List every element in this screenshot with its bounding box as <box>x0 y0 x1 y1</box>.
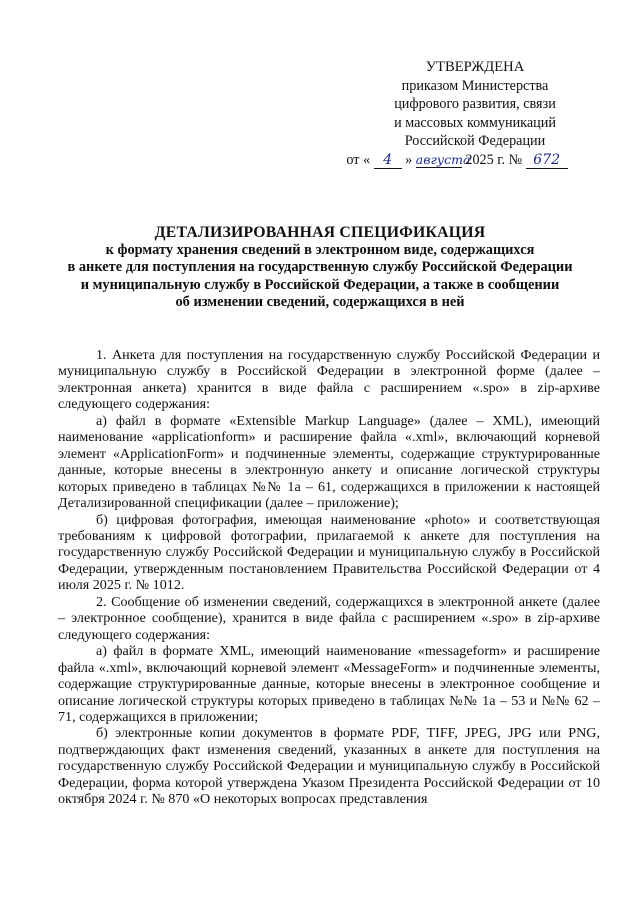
handwritten-day: 4 <box>374 153 402 169</box>
document-title: ДЕТАЛИЗИРОВАННАЯ СПЕЦИФИКАЦИЯ <box>154 224 486 241</box>
document-title-block <box>0 224 640 311</box>
approval-block <box>346 58 590 169</box>
approval-line: приказом Министерства <box>401 77 549 94</box>
handwritten-month: августа <box>415 151 471 167</box>
title-subline: к формату хранения сведений в электронном виде, содержащихся <box>105 242 535 259</box>
date-prefix: от « <box>346 151 371 168</box>
title-subline: и муниципальную службу в Российской Федерации, а также в сообщении <box>80 276 560 293</box>
handwritten-order-number: 672 <box>526 153 568 169</box>
title-subline: в анкете для поступления на государственную службу Российской Федерации <box>67 259 573 276</box>
approval-date-line <box>342 151 572 170</box>
paragraph: б) цифровая фотография, имеющая наименование «photo» и соответствующая требованиям к цифровой фотографии, прилагаемой к анкете для поступления на государственную службу Российской Федерации и муниципальную службу в Российской Федерации, утвержденным постановлением Правительства Российской Федерации от 4 июля 2025 г. № 1012. <box>58 511 600 594</box>
paragraph: а) файл в формате XML, имеющий наименование «messageform» и расширение файла «.xml», включающий корневой элемент «MessageForm» и подчиненные элементы, содержащие структурированные данные, которые внесены в электронное сообщение и описание логической структуры которых приведено в таблицах №№ 1а – 53 и №№ 62 – 71, содержащихся в приложении; <box>58 643 600 725</box>
paragraph: 1. Анкета для поступления на государственную службу Российской Федерации и муниципальную службу в Российской Федерации в электронной форме (далее – электронная анкета) хранится в виде файла с расширением «.spo» в zip-архиве следующего содержания: <box>58 347 600 413</box>
date-year: 2025 г. № <box>465 151 523 168</box>
approval-title: УТВЕРЖДЕНА <box>425 59 525 75</box>
approval-line: и массовых коммуникаций <box>394 114 556 131</box>
approval-line: Российской Федерации <box>404 133 546 149</box>
approval-line: цифрового развития, связи <box>394 96 556 112</box>
date-mid: » <box>405 151 413 168</box>
paragraph: 2. Сообщение об изменении сведений, содержащихся в электронной анкете (далее – электронное сообщение), хранится в виде файла с расширением «.spo» в zip-архиве следующего содержания: <box>58 593 600 643</box>
document-body <box>58 347 600 808</box>
paragraph: б) электронные копии документов в формате PDF, TIFF, JPEG, JPG или PNG, подтверждающих факт изменения сведений, указанных в анкете для поступления на государственную службу Российской Федерации и муниципальную службу в Российской Федерации, форма которой утверждена Указом Президента Российской Федерации от 10 октября 2024 г. № 870 «О некоторых вопросах представления <box>58 725 600 808</box>
paragraph: а) файл в формате «Extensible Markup Language» (далее – XML), имеющий наименование «applicationform» и расширение файла «.xml», включающий корневой элемент «ApplicationForm» и подчиненные элементы, содержащие структурированные данные, которые внесены в электронную анкету и описание логической структуры которых приведено в таблицах №№ 1а – 61, содержащихся в приложении к настоящей Детализированной спецификации (далее – приложение); <box>58 412 600 512</box>
title-subline: об изменении сведений, содержащихся в ней <box>175 293 465 310</box>
